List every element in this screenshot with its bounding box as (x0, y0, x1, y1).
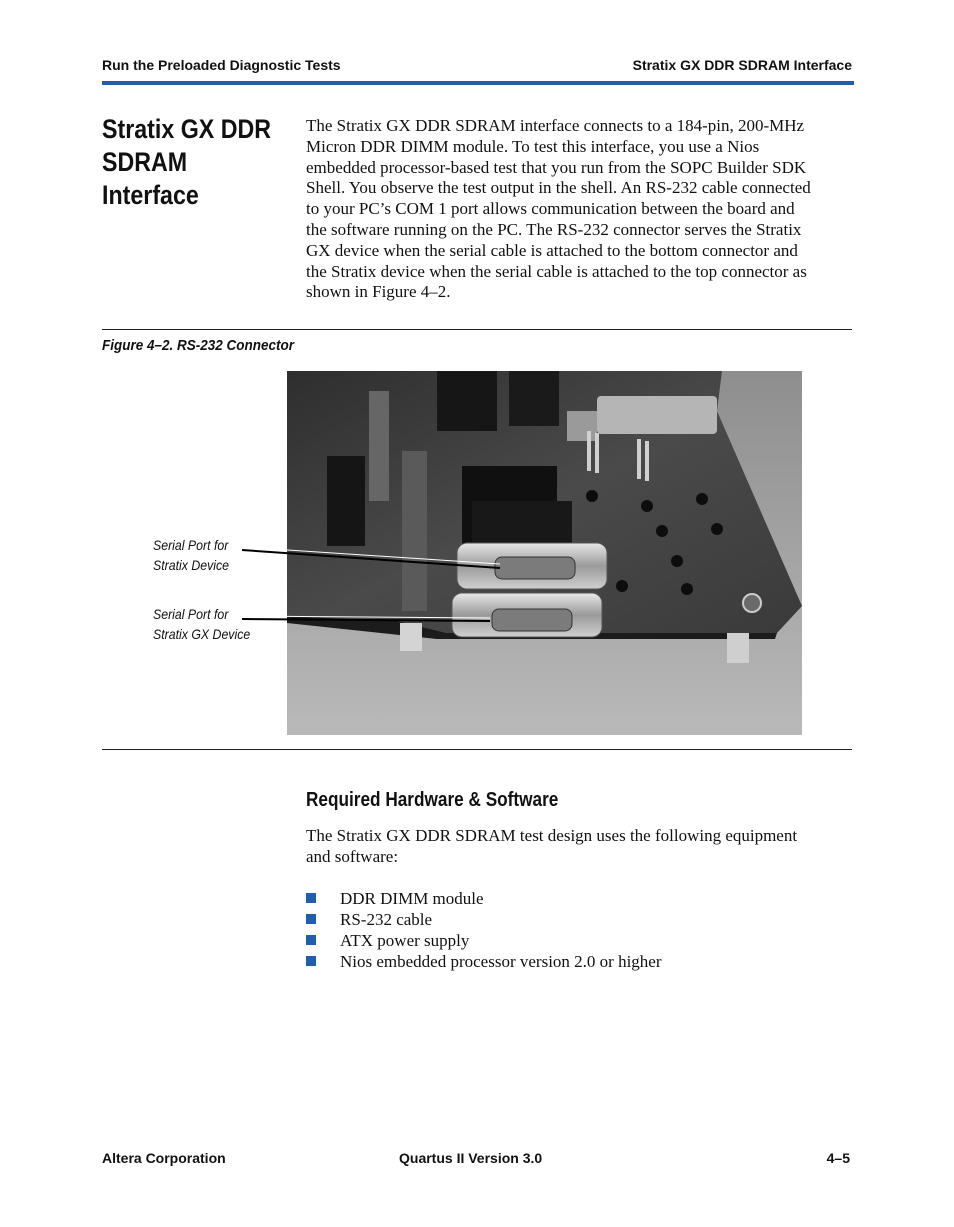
footer-center: Quartus II Version 3.0 (399, 1150, 543, 1166)
section-body: The Stratix GX DDR SDRAM interface connects to a 184-pin, 200-MHz Micron DDR DIMM module. To test this interface, you use a Nios embedded processor-based test that you run from the SOPC Builder SDK Shell. You observe the test output in the shell. An RS-232 cable connected to your PC’s COM 1 port allows communication between the board and the software running on the PC. The RS-232 connector serves the Stratix GX device when the serial cable is attached to the bottom connector and the Stratix device when the serial cable is attached to the top connector as shown in Figure 4–2. (306, 116, 811, 302)
footer-left: Altera Corporation (102, 1150, 226, 1166)
bullet-square-icon (306, 935, 316, 945)
figure-rule-bottom (102, 749, 852, 750)
bullet-square-icon (306, 914, 316, 924)
subsection-heading: Required Hardware & Software (306, 789, 559, 811)
callout-leader-lines (230, 535, 510, 635)
header-rule (102, 81, 854, 85)
section-title: Stratix GX DDR SDRAM Interface (102, 114, 272, 210)
running-header-left: Run the Preloaded Diagnostic Tests (102, 57, 341, 73)
figure-caption: Figure 4–2. RS-232 Connector (102, 337, 295, 354)
figure-rule-top (102, 329, 852, 330)
bullet-square-icon (306, 893, 316, 903)
callout-serial-port-stratix-gx: Serial Port for Stratix GX Device (153, 606, 251, 642)
subsection-intro: The Stratix GX DDR SDRAM test design uses the following equipment and software: (306, 826, 798, 866)
page-number: 4–5 (826, 1150, 850, 1166)
bullet-square-icon (306, 956, 316, 966)
running-header-right: Stratix GX DDR SDRAM Interface (632, 57, 852, 73)
callout-serial-port-stratix: Serial Port for Stratix Device (153, 537, 229, 573)
